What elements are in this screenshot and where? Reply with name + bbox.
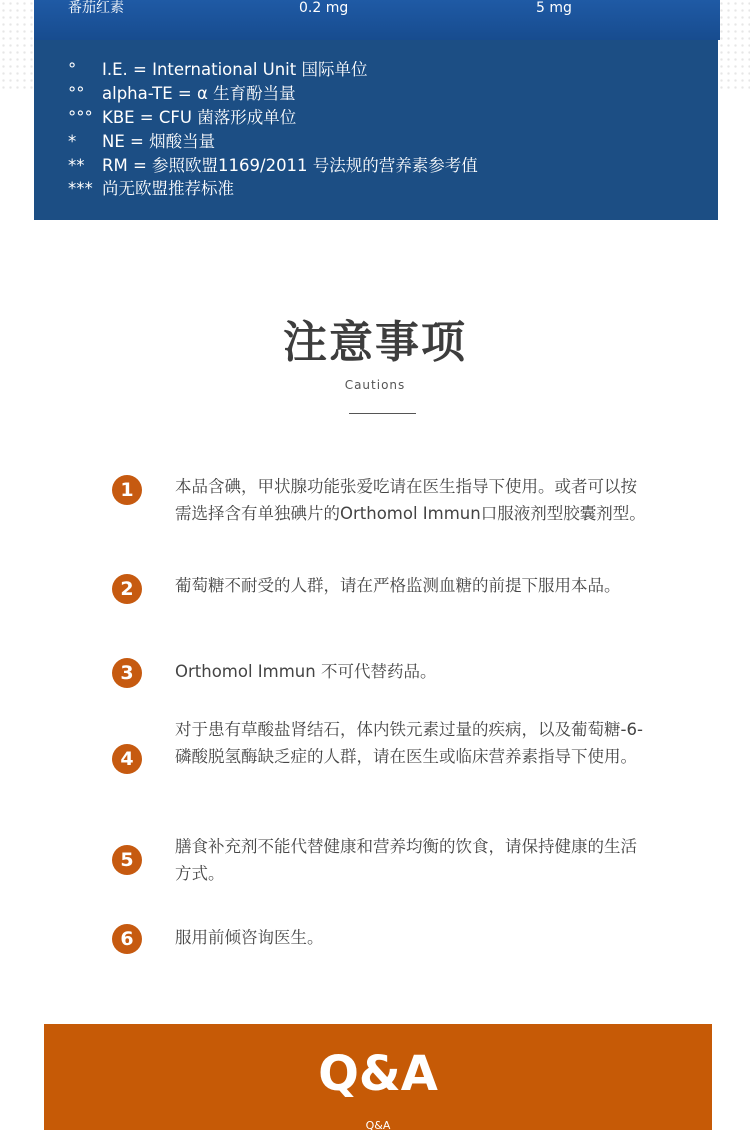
caution-text: 对于患有草酸盐肾结石，体内铁元素过量的疾病，以及葡萄糖-6-磷酸脱氢酶缺乏症的人群，请在医生或临床营养素指导下使用。 xyxy=(175,720,643,766)
caution-text: 本品含碘，甲状腺功能张爱吃请在医生指导下使用。或者可以按需选择含有单独碘片的Orthomol Immun口服液剂型胶囊剂型。 xyxy=(175,477,646,523)
nutrition-table-last-row xyxy=(34,0,720,40)
legend-line: °° alpha-TE = α 生育酚当量 xyxy=(68,84,296,103)
nutrient-name: 番茄红素 xyxy=(68,0,124,16)
caution-text: 膳食补充剂不能代替健康和营养均衡的饮食，请保持健康的生活方式。 xyxy=(175,837,637,883)
footnote-legend xyxy=(34,40,718,220)
qa-title: Q&A xyxy=(318,1046,438,1102)
section-title: 注意事项 xyxy=(283,317,467,368)
section-subtitle: Cautions xyxy=(344,378,406,392)
caution-text: 服用前倾咨询医生。 xyxy=(175,928,324,947)
legend-line: * NE = 烟酸当量 xyxy=(68,132,216,151)
number-badge: 3 xyxy=(112,658,142,688)
number-badge: 5 xyxy=(112,845,142,875)
qa-banner xyxy=(44,1024,712,1130)
number-badge: 1 xyxy=(112,475,142,505)
number-badge: 2 xyxy=(112,574,142,604)
number-badge: 4 xyxy=(112,744,142,774)
legend-line: °°° KBE = CFU 菌落形成单位 xyxy=(68,108,297,127)
qa-subtitle: Q&A xyxy=(365,1119,391,1132)
legend-line: ° I.E. = International Unit 国际单位 xyxy=(68,60,368,79)
caution-text: Orthomol Immun 不可代替药品。 xyxy=(175,662,437,681)
dot-texture-left xyxy=(0,0,34,90)
nutrient-amount-alt: 5 mg xyxy=(536,0,572,16)
number-badge: 6 xyxy=(112,924,142,954)
caution-text: 葡萄糖不耐受的人群，请在严格监测血糖的前提下服用本品。 xyxy=(175,576,621,595)
legend-line: ** RM = 参照欧盟1169/2011 号法规的营养素参考值 xyxy=(68,156,478,175)
legend-line: *** 尚无欧盟推荐标准 xyxy=(68,179,234,198)
nutrient-amount: 0.2 mg xyxy=(299,0,349,16)
title-underline xyxy=(349,413,416,414)
